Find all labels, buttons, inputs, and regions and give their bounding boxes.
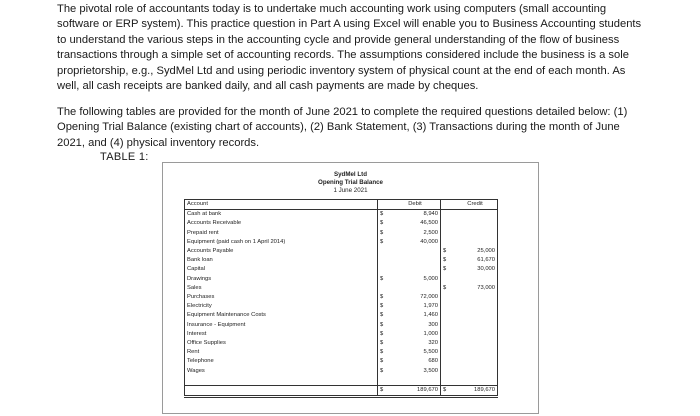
account-name: Wages <box>185 367 378 376</box>
credit-currency <box>441 293 454 302</box>
debit-currency: $ <box>378 311 391 320</box>
table-row <box>185 330 498 339</box>
credit-currency: $ <box>441 247 454 256</box>
trial-balance-sheet <box>162 162 539 414</box>
debit-currency <box>378 265 391 274</box>
company-name: SydMel Ltd <box>333 171 367 178</box>
debit-currency <box>378 247 391 256</box>
debit-amount <box>390 247 441 256</box>
credit-amount: 61,670 <box>453 256 498 265</box>
trial-balance-table <box>184 199 498 398</box>
table-row <box>185 302 498 311</box>
account-name: Purchases <box>185 293 378 302</box>
credit-amount <box>453 275 498 284</box>
account-name: Accounts Receivable <box>185 219 378 228</box>
debit-currency: $ <box>378 275 391 284</box>
credit-amount <box>453 367 498 376</box>
intro-paragraph: The pivotal role of accountants today is to undertake much accounting work using computers (small accounting software or ERP system). This practice question in Part A using Excel will enable you to Business Accounting students to understand the various steps in the accounting cycle and provide general understanding of the flow of business transactions through a simple set of accounting records. The assumptions considered include the business is a sole proprietorship, e.g., SydMel Ltd and using periodic inventory system of physical count at the end of each month. As well, all cash receipts are banked daily, and all cash payments are made by cheques. <box>57 3 642 93</box>
debit-currency: $ <box>378 357 391 366</box>
debit-amount: 5,500 <box>390 348 441 357</box>
instructions-paragraph: The following tables are provided for the month of June 2021 to complete the required questions detailed below: (1) Opening Trial Balance (existing chart of accounts), (2) Bank Statement, (3) Transactions during the month of June 2021, and (4) physical inventory records. <box>57 106 628 149</box>
credit-amount: 25,000 <box>453 247 498 256</box>
account-name: Prepaid rent <box>185 229 378 238</box>
credit-amount <box>453 238 498 247</box>
table-row <box>185 293 498 302</box>
debit-amount: 72,000 <box>390 293 441 302</box>
debit-amount: 8,940 <box>390 210 441 220</box>
table-caption: TABLE 1: <box>100 151 149 163</box>
debit-amount: 2,500 <box>390 229 441 238</box>
credit-currency: $ <box>441 256 454 265</box>
credit-currency: $ <box>441 265 454 274</box>
sheet-date: 1 June 2021 <box>333 187 368 194</box>
debit-amount <box>390 256 441 265</box>
debit-currency: $ <box>378 219 391 228</box>
account-name: Bank loan <box>185 256 378 265</box>
credit-currency <box>441 229 454 238</box>
account-name: Sales <box>185 284 378 293</box>
credit-amount <box>453 330 498 339</box>
debit-currency: $ <box>378 348 391 357</box>
credit-amount <box>453 348 498 357</box>
credit-amount: 30,000 <box>453 265 498 274</box>
credit-currency <box>441 210 454 220</box>
total-row <box>185 386 498 397</box>
account-name: Drawings <box>185 275 378 284</box>
credit-amount <box>453 219 498 228</box>
spacer-row <box>185 376 498 386</box>
credit-currency <box>441 302 454 311</box>
debit-amount: 320 <box>390 339 441 348</box>
debit-amount: 40,000 <box>390 238 441 247</box>
table-header-row <box>185 200 498 210</box>
table-row <box>185 339 498 348</box>
credit-currency <box>441 339 454 348</box>
credit-amount <box>453 311 498 320</box>
sheet-title: Opening Trial Balance <box>318 179 383 186</box>
credit-currency <box>441 348 454 357</box>
credit-amount: 73,000 <box>453 284 498 293</box>
account-name: Interest <box>185 330 378 339</box>
table-row <box>185 321 498 330</box>
credit-amount <box>453 302 498 311</box>
credit-amount <box>453 229 498 238</box>
total-credit: 189,670 <box>453 386 498 397</box>
account-name: Telephone <box>185 357 378 366</box>
table-row <box>185 311 498 320</box>
table-row <box>185 275 498 284</box>
total-credit-currency: $ <box>441 386 454 397</box>
debit-currency: $ <box>378 210 391 220</box>
credit-amount <box>453 339 498 348</box>
credit-currency <box>441 321 454 330</box>
total-debit-currency: $ <box>378 386 391 397</box>
account-name: Cash at bank <box>185 210 378 220</box>
debit-currency <box>378 284 391 293</box>
table-row <box>185 247 498 256</box>
account-name: Accounts Payable <box>185 247 378 256</box>
table-row <box>185 284 498 293</box>
header-credit: Credit <box>453 200 498 210</box>
total-debit: 189,670 <box>390 386 441 397</box>
table-row <box>185 367 498 376</box>
account-name: Office Supplies <box>185 339 378 348</box>
debit-amount <box>390 284 441 293</box>
total-label <box>185 386 378 397</box>
credit-currency <box>441 311 454 320</box>
credit-currency <box>441 357 454 366</box>
account-name: Capital <box>185 265 378 274</box>
credit-currency <box>441 367 454 376</box>
credit-amount <box>453 321 498 330</box>
debit-currency: $ <box>378 302 391 311</box>
debit-currency: $ <box>378 330 391 339</box>
header-account: Account <box>185 200 378 210</box>
credit-currency <box>441 238 454 247</box>
credit-amount <box>453 357 498 366</box>
table-row <box>185 348 498 357</box>
debit-amount: 300 <box>390 321 441 330</box>
credit-amount <box>453 293 498 302</box>
header-debit: Debit <box>390 200 441 210</box>
table-row <box>185 265 498 274</box>
account-name: Electricity <box>185 302 378 311</box>
account-name: Rent <box>185 348 378 357</box>
debit-currency: $ <box>378 238 391 247</box>
debit-currency: $ <box>378 339 391 348</box>
debit-currency: $ <box>378 321 391 330</box>
debit-amount: 5,000 <box>390 275 441 284</box>
debit-amount: 46,500 <box>390 219 441 228</box>
credit-currency <box>441 219 454 228</box>
debit-amount: 1,000 <box>390 330 441 339</box>
table-row <box>185 229 498 238</box>
credit-currency <box>441 330 454 339</box>
table-row <box>185 357 498 366</box>
debit-currency <box>378 256 391 265</box>
debit-amount: 1,970 <box>390 302 441 311</box>
table-row <box>185 219 498 228</box>
table-row <box>185 256 498 265</box>
debit-amount <box>390 265 441 274</box>
account-name: Equipment Maintenance Costs <box>185 311 378 320</box>
account-name: Insurance - Equipment <box>185 321 378 330</box>
credit-currency: $ <box>441 284 454 293</box>
table-row <box>185 238 498 247</box>
debit-currency: $ <box>378 367 391 376</box>
credit-currency <box>441 275 454 284</box>
account-name: Equipment (paid cash on 1 April 2014) <box>185 238 378 247</box>
debit-currency: $ <box>378 229 391 238</box>
debit-amount: 3,500 <box>390 367 441 376</box>
debit-amount: 680 <box>390 357 441 366</box>
table-row <box>185 210 498 220</box>
debit-amount: 1,460 <box>390 311 441 320</box>
debit-currency: $ <box>378 293 391 302</box>
credit-amount <box>453 210 498 220</box>
